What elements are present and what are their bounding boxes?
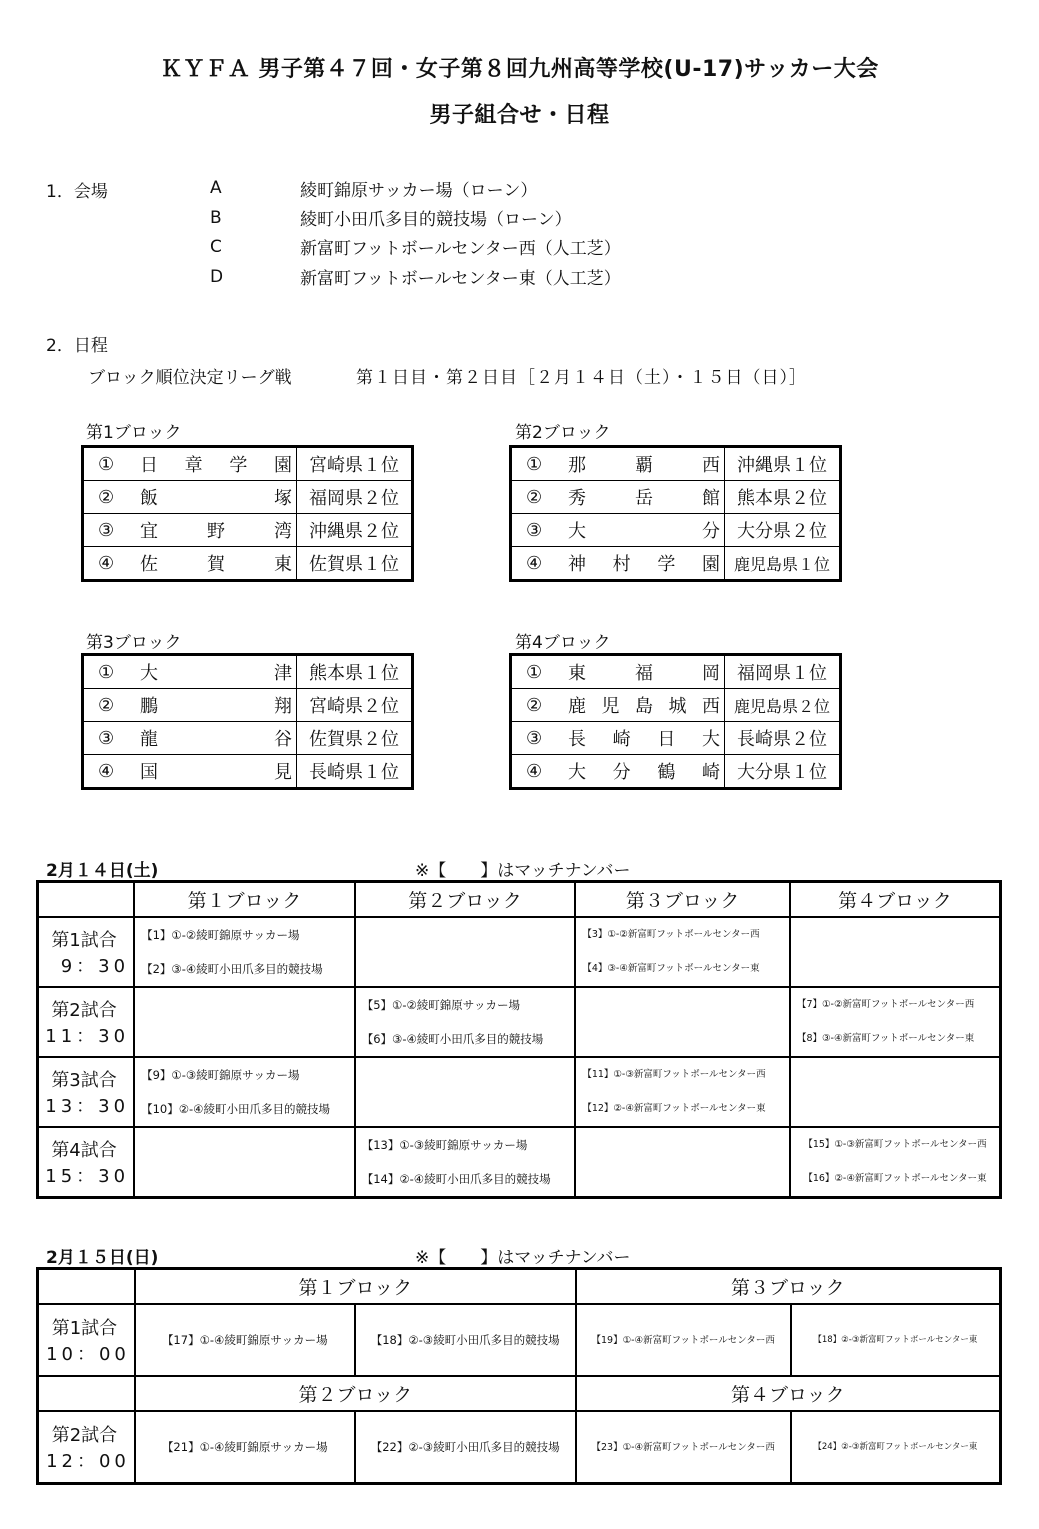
team-cell-inner [512,692,724,718]
block-table [509,445,842,582]
team-row [83,547,413,581]
day1-date: 2月１４日(土) [46,861,159,881]
block-column-header: 第３ブロック [575,882,790,918]
team-seed: ② [98,694,115,716]
match-entry: 【17】①-④綾町錦原サッカー場 [161,1332,328,1347]
team-prefecture-rank: 佐賀県２位 [297,722,413,755]
match-cell [134,917,355,987]
team-seed: ④ [98,552,115,574]
match-entry: 【22】②-③綾町小田爪多目的競技場 [370,1439,560,1454]
team-seed: ② [526,694,543,716]
team-seed: ① [526,661,543,683]
day1-schedule-table [36,880,1002,1199]
team-prefecture-rank: 鹿児島県１位 [725,547,841,581]
day2-schedule-table [36,1267,1002,1485]
team-name: 日章学園 [140,455,292,476]
team-row [511,481,841,514]
day1-header-row [38,882,1001,918]
match-cell [790,1127,1001,1198]
match-entry: 【2】③-④綾町小田爪多目的競技場 [141,962,323,976]
match-cell [791,1411,1001,1484]
venue-letter: C [210,237,222,257]
match-cell [575,1127,790,1198]
match-entry: 【4】③-④新富町フットボールセンター東 [582,963,760,974]
team-seed: ② [526,486,543,508]
day1-note: ※【 】はマッチナンバー [415,861,631,881]
team-row [83,514,413,547]
team-seed: ③ [98,519,115,541]
match-cell [355,1127,576,1198]
team-prefecture-rank: 長崎県１位 [297,755,413,789]
team-row [511,547,841,581]
team-prefecture-rank: 鹿児島県２位 [725,689,841,722]
match-cell [575,1057,790,1127]
game-slot-row [38,1057,1001,1127]
match-entry: 【15】①-③新富町フットボールセンター西 [803,1139,987,1150]
game-time: 12：00 [46,1451,130,1472]
match-entry: 【5】①-②綾町錦原サッカー場 [361,998,521,1012]
game-number: 第2試合 [51,1425,118,1446]
game-number: 第1試合 [51,930,117,951]
match-entry: 【1】①-②綾町錦原サッカー場 [141,928,300,942]
match-entry: 【24】②-③新富町フットボールセンター東 [813,1441,978,1452]
team-seed: ① [98,661,115,683]
venue-name: 綾町小田爪多目的競技場（ローン） [300,210,572,230]
team-cell-inner [84,659,296,685]
game-slot-cell [38,987,135,1057]
team-row [511,755,841,789]
match-cell [355,1411,576,1484]
match-entry: 【21】①-④綾町錦原サッカー場 [161,1439,328,1454]
team-cell [511,447,725,481]
game-slot-row [38,1127,1001,1198]
match-entry: 【14】②-④綾町小田爪多目的競技場 [361,1172,551,1186]
team-name: 国見 [140,762,292,783]
team-row [511,655,841,689]
team-prefecture-rank: 熊本県２位 [725,481,841,514]
corner-cell [38,1269,135,1305]
team-name: 東福岡 [568,663,720,684]
game-slot-row [38,987,1001,1057]
match-cell [575,917,790,987]
team-seed: ④ [98,760,115,782]
team-cell [511,689,725,722]
block-column-header: 第４ブロック [790,882,1001,918]
team-row [511,722,841,755]
team-cell [511,514,725,547]
team-name: 長崎日大 [568,729,720,750]
block-column-header: 第２ブロック [355,882,576,918]
day2-note: ※【 】はマッチナンバー [415,1248,631,1268]
team-prefecture-rank: 佐賀県１位 [297,547,413,581]
team-cell [511,655,725,689]
game-slot-cell [38,1127,135,1198]
team-cell-inner [84,517,296,543]
match-cell [135,1411,355,1484]
document-title: ＫＹＦＡ 男子第４７回・女子第８回九州高等学校(U-17)サッカー大会 [160,57,879,82]
block-column-header: 第１ブロック [134,882,355,918]
team-row [83,655,413,689]
match-entry: 【11】①-③新富町フットボールセンター西 [582,1069,766,1080]
match-cell [790,917,1001,987]
team-seed: ③ [526,519,543,541]
match-cell [355,987,576,1057]
venues-section-label: 1．会場 [46,182,108,202]
match-entry: 【18】②-③綾町小田爪多目的競技場 [370,1332,560,1347]
match-entry: 【12】②-④新富町フットボールセンター東 [582,1103,766,1114]
block-label: 第3ブロック [86,633,182,653]
game-time: 15：30 [45,1166,130,1187]
match-cell [355,1304,576,1376]
match-cell [575,987,790,1057]
game-slot-row [38,1304,1001,1376]
match-entry: 【7】①-②新富町フットボールセンター西 [796,999,975,1010]
team-cell [83,755,297,789]
match-cell [576,1411,791,1484]
team-prefecture-rank: 宮崎県２位 [297,689,413,722]
team-cell [83,655,297,689]
block-label: 第1ブロック [86,423,182,443]
team-seed: ③ [526,727,543,749]
venue-name: 綾町錦原サッカー場（ローン） [300,181,538,201]
match-cell [135,1304,355,1376]
game-slot-cell [38,917,135,987]
team-name: 神村学園 [568,554,720,575]
team-cell-inner [84,550,296,576]
team-prefecture-rank: 熊本県１位 [297,655,413,689]
block-label: 第4ブロック [515,633,611,653]
game-time: 10：00 [46,1344,130,1365]
team-name: 飯塚 [140,488,292,509]
block-label: 第2ブロック [515,423,611,443]
block-header-row [38,1376,1001,1411]
team-cell [83,547,297,581]
game-time: 11：30 [45,1026,130,1047]
team-prefecture-rank: 沖縄県２位 [297,514,413,547]
team-cell [83,481,297,514]
team-cell [511,722,725,755]
team-seed: ① [98,453,115,475]
match-entry: 【13】①-③綾町錦原サッカー場 [361,1138,528,1152]
match-entry: 【23】①-④新富町フットボールセンター西 [591,1441,775,1453]
team-cell-inner [512,484,724,510]
team-name: 大分鶴崎 [568,762,720,783]
team-row [83,755,413,789]
game-time: 9：30 [60,956,130,977]
team-cell [83,689,297,722]
match-entry: 【6】③-④綾町小田爪多目的競技場 [361,1032,544,1046]
game-slot-row [38,917,1001,987]
team-name: 秀岳館 [568,488,720,509]
corner-cell [38,882,135,918]
match-entry: 【10】②-④綾町小田爪多目的競技場 [141,1102,330,1116]
team-cell-inner [512,550,724,576]
team-cell-inner [84,692,296,718]
game-slot-row [38,1411,1001,1484]
team-cell-inner [512,517,724,543]
team-cell-inner [84,725,296,751]
game-number: 第3試合 [51,1070,117,1091]
team-row [511,514,841,547]
team-prefecture-rank: 沖縄県１位 [725,447,841,481]
game-slot-cell [38,1304,135,1376]
match-entry: 【18】②-③新富町フットボールセンター東 [813,1334,978,1345]
match-cell [134,1057,355,1127]
game-number: 第2試合 [51,1000,117,1021]
venue-letter: A [210,178,222,198]
team-seed: ③ [98,727,115,749]
dates-label: 第１日目・第２日目［２月１４日（土）・１５日（日）］ [356,368,807,388]
team-row [83,481,413,514]
block-table [81,445,414,582]
game-slot-cell [38,1411,135,1484]
team-cell [511,547,725,581]
team-row [83,447,413,481]
match-entry: 【19】①-④新富町フットボールセンター西 [591,1334,775,1346]
document-subtitle: 男子組合せ・日程 [429,103,610,128]
match-cell [790,987,1001,1057]
venue-name: 新富町フットボールセンター東（人工芝） [300,269,621,289]
team-seed: ① [526,453,543,475]
venue-name: 新富町フットボールセンター西（人工芝） [300,239,621,259]
team-cell-inner [512,451,724,477]
team-prefecture-rank: 福岡県１位 [725,655,841,689]
team-prefecture-rank: 長崎県２位 [725,722,841,755]
team-cell [83,447,297,481]
team-row [83,722,413,755]
venue-letter: D [210,267,224,287]
team-row [83,689,413,722]
team-seed: ④ [526,760,543,782]
match-cell [790,1057,1001,1127]
team-row [511,689,841,722]
team-cell-inner [84,758,296,784]
match-cell [576,1304,791,1376]
team-name: 那覇西 [568,455,720,476]
team-name: 宜野湾 [140,521,292,542]
match-cell [791,1304,1001,1376]
team-prefecture-rank: 大分県２位 [725,514,841,547]
team-cell [511,755,725,789]
team-prefecture-rank: 福岡県２位 [297,481,413,514]
team-name: 龍谷 [140,729,292,750]
block-column-header: 第２ブロック [135,1376,576,1411]
game-number: 第1試合 [51,1318,118,1339]
game-time: 13：30 [45,1096,130,1117]
team-cell-inner [512,725,724,751]
match-cell [134,1127,355,1198]
team-name: 大分 [568,521,720,542]
block-table [509,653,842,790]
game-number: 第4試合 [51,1140,117,1161]
match-entry: 【9】①-③綾町錦原サッカー場 [141,1068,300,1082]
block-column-header: 第４ブロック [576,1376,1001,1411]
team-cell-inner [84,484,296,510]
league-label: ブロック順位決定リーグ戦 [88,368,292,388]
schedule-section-label: 2．日程 [46,336,108,356]
team-seed: ② [98,486,115,508]
venue-letter: B [210,208,222,228]
match-cell [355,1057,576,1127]
team-seed: ④ [526,552,543,574]
team-cell [83,722,297,755]
match-entry: 【3】①-②新富町フットボールセンター西 [582,929,760,940]
block-column-header: 第３ブロック [576,1269,1001,1305]
team-cell [511,481,725,514]
team-cell-inner [512,659,724,685]
match-cell [134,987,355,1057]
block-column-header: 第１ブロック [135,1269,576,1305]
team-prefecture-rank: 宮崎県１位 [297,447,413,481]
team-cell-inner [512,758,724,784]
team-name: 佐賀東 [140,554,292,575]
team-name: 鹿児島城西 [568,696,720,717]
match-cell [355,917,576,987]
team-row [511,447,841,481]
team-name: 大津 [140,663,292,684]
team-cell-inner [84,451,296,477]
match-entry: 【16】②-④新富町フットボールセンター東 [803,1173,987,1184]
team-name: 鵬翔 [140,696,292,717]
team-prefecture-rank: 大分県１位 [725,755,841,789]
match-entry: 【8】③-④新富町フットボールセンター東 [796,1033,975,1044]
corner-cell [38,1376,135,1411]
day2-date: 2月１５日(日) [46,1248,159,1268]
block-header-row [38,1269,1001,1305]
team-cell [83,514,297,547]
block-table [81,653,414,790]
game-slot-cell [38,1057,135,1127]
